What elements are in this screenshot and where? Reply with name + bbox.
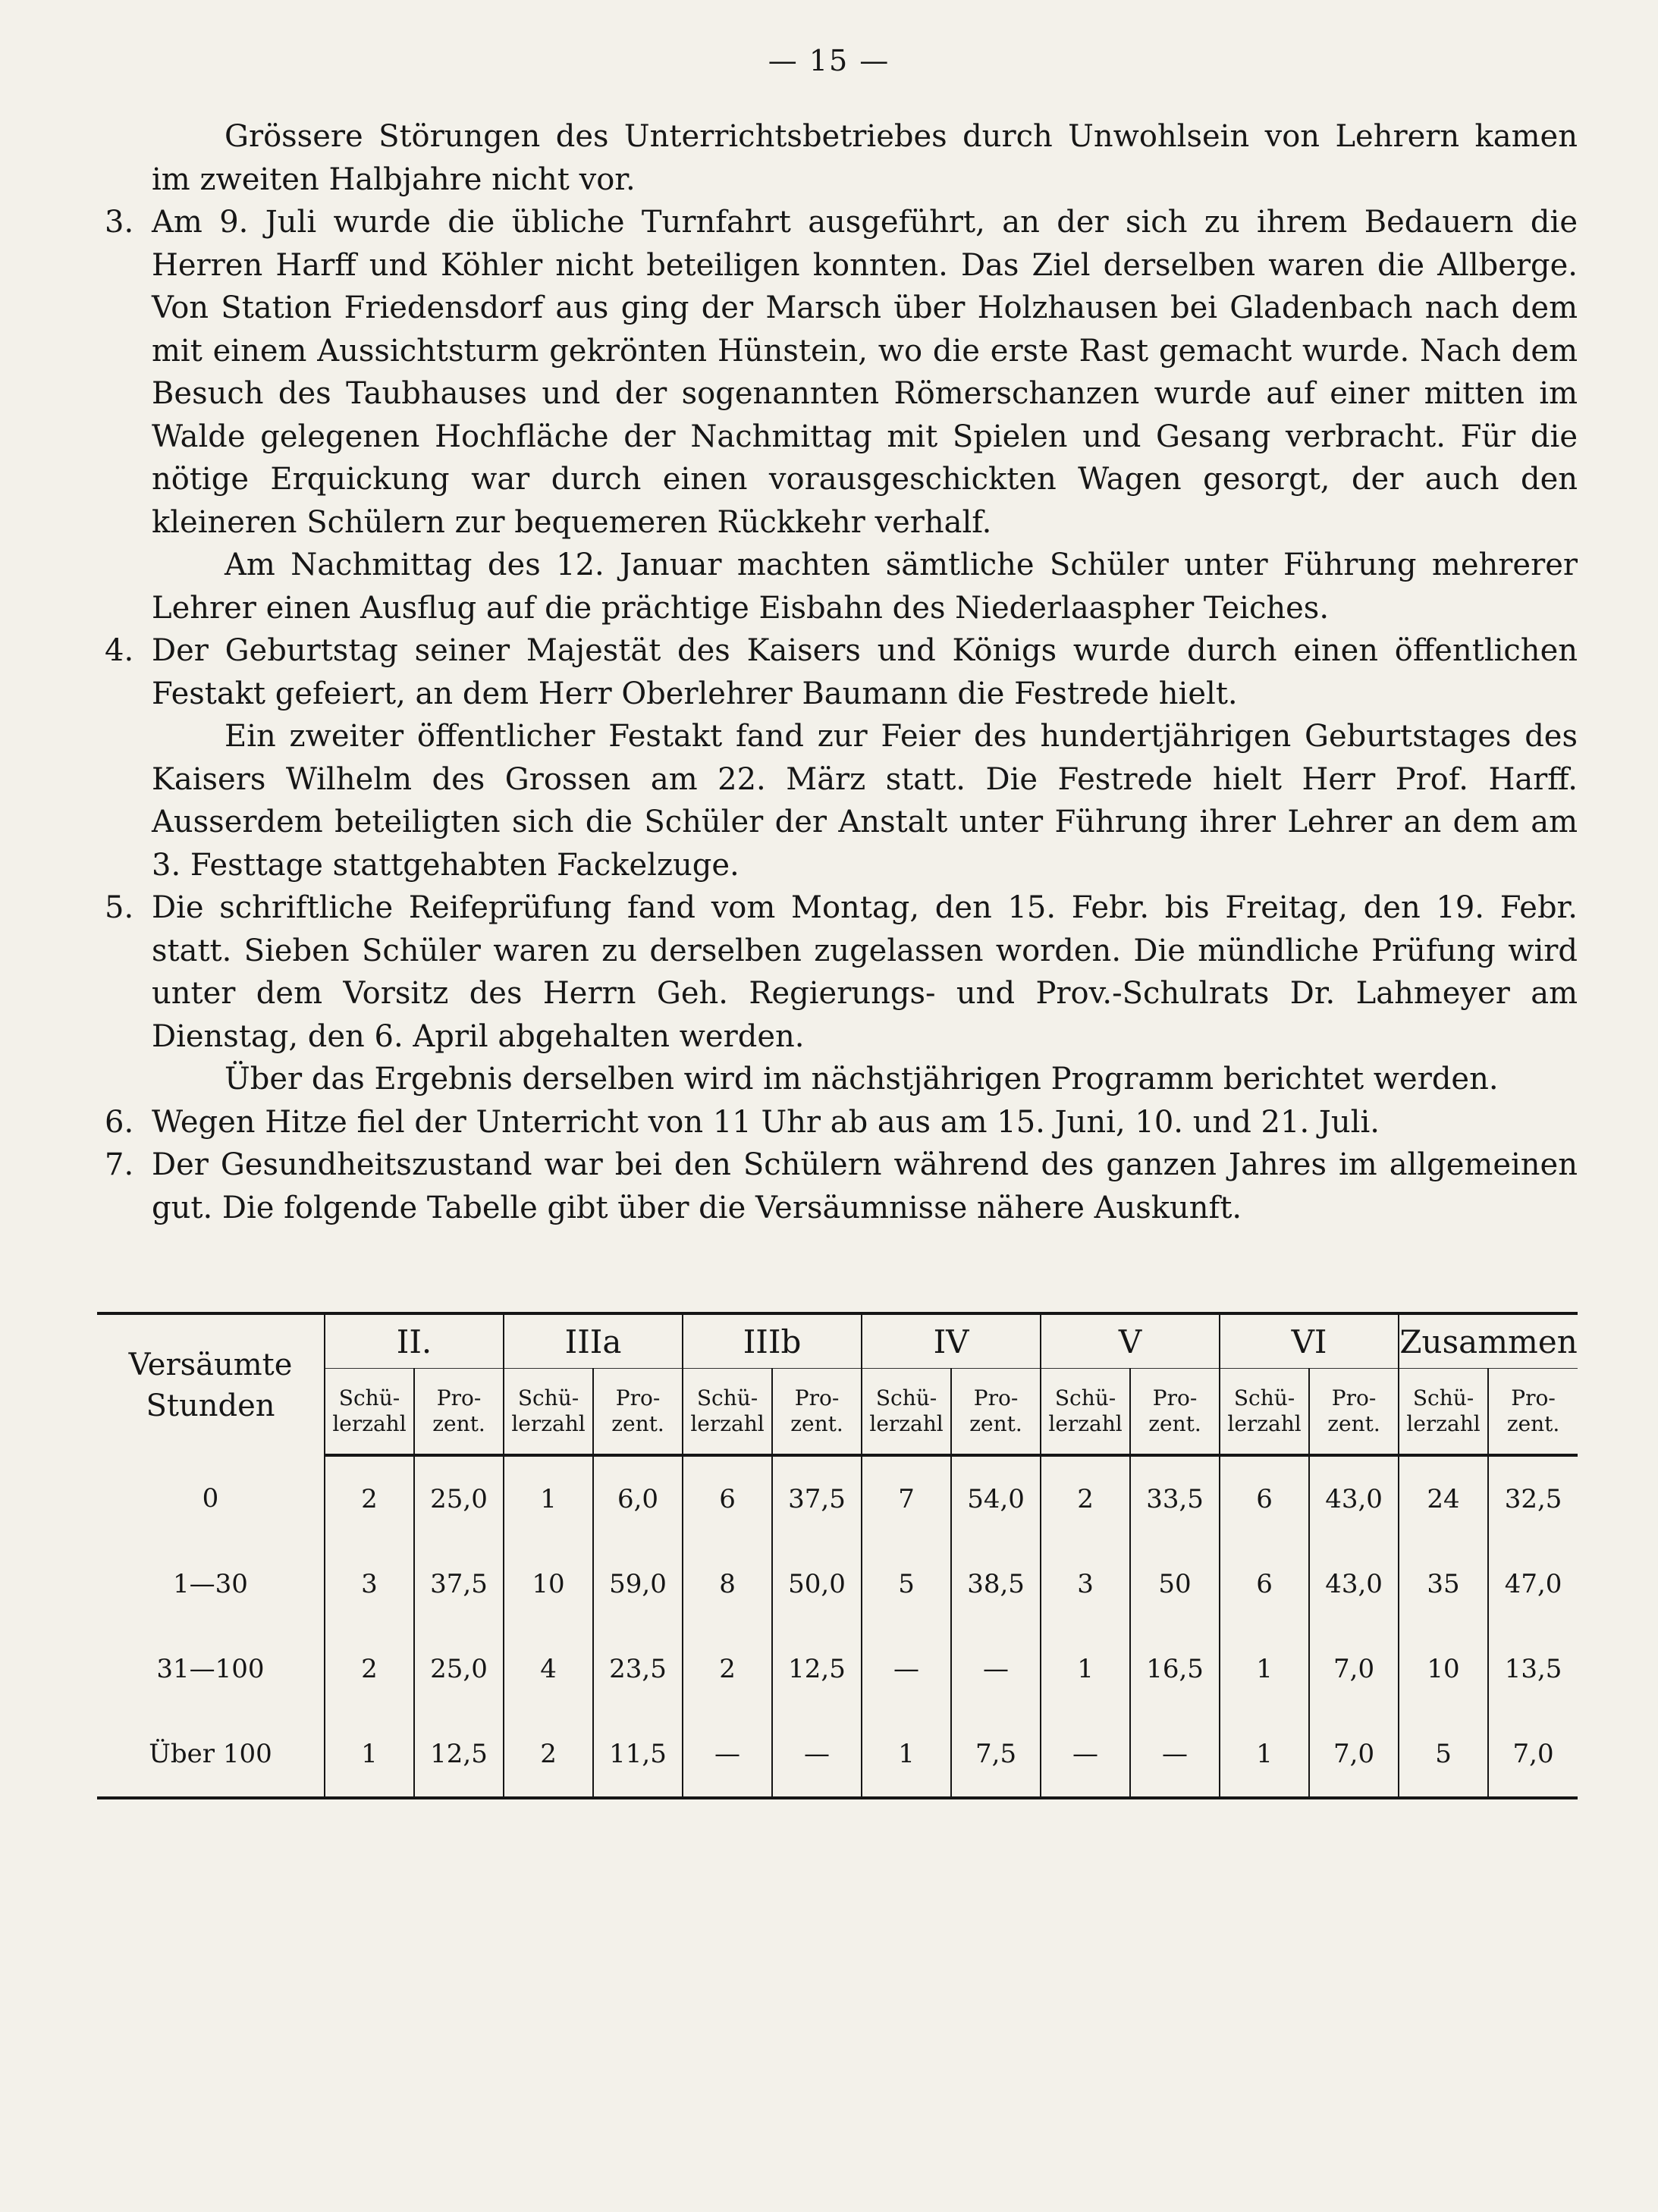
cell-prozent: 50,0 bbox=[772, 1542, 862, 1627]
cell-schuelerzahl: 8 bbox=[683, 1542, 772, 1627]
cell-prozent: — bbox=[951, 1627, 1041, 1712]
item-3-text: Am 9. Juli wurde die übliche Turnfahrt ausgeführt, an der sich zu ihrem Bedauern die Herren Harff und Köhler nicht beteiligen konnten. Das Ziel derselben waren die Allberge. Von Station Friedensdorf aus ging der Marsch über Holzhausen bei Gladenbach nach dem mit einem Aussichtsturm gekrönten Hünstein, wo die erste Rast gemacht wurde. Nach dem Besuch des Taubhauses und der sogenannten Römerschanzen wurde auf einer mitten im Walde gelegenen Hochfläche der Nachmittag mit Spielen und Gesang verbracht. Für die nötige Erquickung war durch einen vorausgeschickten Wagen gesorgt, der auch den kleineren Schülern zur bequemeren Rückkehr verhalf. bbox=[152, 205, 1578, 540]
header-class: II. bbox=[325, 1313, 504, 1369]
cell-prozent: 7,0 bbox=[1309, 1712, 1399, 1798]
cell-schuelerzahl: 3 bbox=[1041, 1542, 1130, 1627]
table-row bbox=[97, 1455, 1578, 1542]
cell-schuelerzahl: 4 bbox=[504, 1627, 593, 1712]
cell-schuelerzahl: 1 bbox=[862, 1712, 951, 1798]
item-7-number: 7. bbox=[105, 1147, 134, 1182]
absence-table bbox=[97, 1312, 1578, 1799]
item-6 bbox=[105, 1101, 1578, 1144]
item-4-text: Der Geburtstag seiner Majestät des Kaisers und Königs wurde durch einen öffentlichen Festakt gefeiert, an dem Herr Oberlehrer Baumann die Festrede hielt. bbox=[152, 633, 1578, 711]
cell-prozent: 37,5 bbox=[772, 1455, 862, 1542]
cell-prozent: 7,5 bbox=[951, 1712, 1041, 1798]
cell-schuelerzahl: — bbox=[1041, 1712, 1130, 1798]
cell-prozent: 38,5 bbox=[951, 1542, 1041, 1627]
cell-prozent: 12,5 bbox=[772, 1627, 862, 1712]
paragraph-intro: Grössere Störungen des Unterrichtsbetriebes durch Unwohlsein von Lehrern kamen im zweiten Halbjahre nicht vor. bbox=[152, 119, 1578, 197]
header-schuelerzahl: Schü-lerzahl bbox=[325, 1369, 414, 1456]
cell-prozent: 12,5 bbox=[414, 1712, 504, 1798]
header-class: Zusammen bbox=[1399, 1313, 1578, 1369]
item-3-subparagraph: Am Nachmittag des 12. Januar machten sämtliche Schüler unter Führung mehrerer Lehrer einen Ausflug auf die prächtige Eisbahn des Niederlaaspher Teiches. bbox=[152, 548, 1578, 626]
item-3 bbox=[105, 201, 1578, 629]
item-4 bbox=[105, 629, 1578, 886]
header-prozent: Pro-zent. bbox=[1488, 1369, 1578, 1456]
header-schuelerzahl: Schü-lerzahl bbox=[1041, 1369, 1130, 1456]
item-6-text: Wegen Hitze fiel der Unterricht von 11 Uhr ab aus am 15. Juni, 10. und 21. Juli. bbox=[152, 1104, 1380, 1140]
cell-schuelerzahl: 24 bbox=[1399, 1455, 1488, 1542]
cell-schuelerzahl: — bbox=[862, 1627, 951, 1712]
header-class: VI bbox=[1220, 1313, 1399, 1369]
table-row bbox=[97, 1542, 1578, 1627]
row-label: 1—30 bbox=[173, 1569, 248, 1599]
cell-prozent: 6,0 bbox=[593, 1455, 683, 1542]
cell-prozent: 50 bbox=[1130, 1542, 1220, 1627]
cell-schuelerzahl: 5 bbox=[1399, 1712, 1488, 1798]
cell-schuelerzahl: 6 bbox=[683, 1455, 772, 1542]
header-schuelerzahl: Schü-lerzahl bbox=[683, 1369, 772, 1456]
item-6-number: 6. bbox=[105, 1104, 134, 1140]
item-5-text: Die schriftliche Reifeprüfung fand vom Montag, den 15. Febr. bis Freitag, den 19. Febr. statt. Sieben Schüler waren zu derselben zugelassen worden. Die mündliche Prüfung wird unter dem Vorsitz des Herrn Geh. Regierungs- und Prov.-Schulrats Dr. Lahmeyer am Dienstag, den 6. April abgehalten werden. bbox=[152, 890, 1578, 1054]
body-text bbox=[105, 115, 1578, 1229]
cell-schuelerzahl: 7 bbox=[862, 1455, 951, 1542]
header-versaeumte-stunden: Versäumte Stunden bbox=[97, 1313, 325, 1455]
row-label: Über 100 bbox=[97, 1712, 325, 1798]
page-number: — 15 — bbox=[768, 44, 890, 77]
table-header-classes bbox=[97, 1313, 1578, 1369]
cell-prozent: 32,5 bbox=[1488, 1455, 1578, 1542]
cell-prozent: 54,0 bbox=[951, 1455, 1041, 1542]
table-body bbox=[97, 1455, 1578, 1798]
cell-prozent: 59,0 bbox=[593, 1542, 683, 1627]
table-row bbox=[97, 1712, 1578, 1798]
cell-schuelerzahl: 10 bbox=[1399, 1627, 1488, 1712]
cell-prozent: 7,0 bbox=[1488, 1712, 1578, 1798]
table-row bbox=[97, 1627, 1578, 1712]
cell-prozent: 25,0 bbox=[414, 1455, 504, 1542]
cell-prozent: 7,0 bbox=[1309, 1627, 1399, 1712]
cell-schuelerzahl: 6 bbox=[1220, 1542, 1309, 1627]
cell-schuelerzahl: 35 bbox=[1399, 1542, 1488, 1627]
cell-schuelerzahl: 1 bbox=[1220, 1712, 1309, 1798]
cell-prozent: 13,5 bbox=[1488, 1627, 1578, 1712]
item-4-subparagraph: Ein zweiter öffentlicher Festakt fand zur Feier des hundertjährigen Geburtstages des Kaisers Wilhelm des Grossen am 22. März statt. Die Festrede hielt Herr Prof. Harff. Ausserdem beteiligten sich die Schüler der Anstalt unter Führung ihrer Lehrer an dem am 3. Festtage stattgehabten Fackelzuge. bbox=[152, 719, 1578, 883]
header-prozent: Pro-zent. bbox=[414, 1369, 504, 1456]
cell-prozent: 11,5 bbox=[593, 1712, 683, 1798]
cell-schuelerzahl: 2 bbox=[325, 1455, 414, 1542]
cell-prozent: — bbox=[772, 1712, 862, 1798]
cell-schuelerzahl: 3 bbox=[325, 1542, 414, 1627]
cell-prozent: 33,5 bbox=[1130, 1455, 1220, 1542]
header-prozent: Pro-zent. bbox=[772, 1369, 862, 1456]
cell-schuelerzahl: 2 bbox=[683, 1627, 772, 1712]
item-7 bbox=[105, 1144, 1578, 1229]
header-schuelerzahl: Schü-lerzahl bbox=[504, 1369, 593, 1456]
header-schuelerzahl: Schü-lerzahl bbox=[862, 1369, 951, 1456]
cell-prozent: — bbox=[1130, 1712, 1220, 1798]
item-5 bbox=[105, 886, 1578, 1101]
header-class: V bbox=[1041, 1313, 1220, 1369]
row-label: 0 bbox=[202, 1483, 219, 1514]
cell-schuelerzahl: 6 bbox=[1220, 1455, 1309, 1542]
item-5-subparagraph: Über das Ergebnis derselben wird im nächstjährigen Programm berichtet werden. bbox=[225, 1062, 1499, 1097]
cell-prozent: 23,5 bbox=[593, 1627, 683, 1712]
cell-prozent: 25,0 bbox=[414, 1627, 504, 1712]
header-class: IIIa bbox=[504, 1313, 683, 1369]
cell-prozent: 16,5 bbox=[1130, 1627, 1220, 1712]
cell-prozent: 43,0 bbox=[1309, 1542, 1399, 1627]
cell-schuelerzahl: — bbox=[683, 1712, 772, 1798]
cell-schuelerzahl: 1 bbox=[1041, 1627, 1130, 1712]
item-4-number: 4. bbox=[105, 633, 134, 668]
header-prozent: Pro-zent. bbox=[1130, 1369, 1220, 1456]
cell-schuelerzahl: 1 bbox=[504, 1455, 593, 1542]
cell-schuelerzahl: 2 bbox=[504, 1712, 593, 1798]
header-schuelerzahl: Schü-lerzahl bbox=[1220, 1369, 1309, 1456]
cell-prozent: 37,5 bbox=[414, 1542, 504, 1627]
cell-schuelerzahl: 10 bbox=[504, 1542, 593, 1627]
item-5-number: 5. bbox=[105, 890, 134, 925]
cell-schuelerzahl: 5 bbox=[862, 1542, 951, 1627]
cell-schuelerzahl: 2 bbox=[1041, 1455, 1130, 1542]
cell-schuelerzahl: 2 bbox=[325, 1627, 414, 1712]
header-prozent: Pro-zent. bbox=[1309, 1369, 1399, 1456]
cell-schuelerzahl: 1 bbox=[325, 1712, 414, 1798]
item-7-text: Der Gesundheitszustand war bei den Schülern während des ganzen Jahres im allgemeinen gut. Die folgende Tabelle gibt über die Versäumnisse nähere Auskunft. bbox=[152, 1147, 1578, 1225]
item-3-number: 3. bbox=[105, 205, 134, 240]
header-class: IV bbox=[862, 1313, 1041, 1369]
row-label: 31—100 bbox=[156, 1654, 265, 1684]
header-schuelerzahl: Schü-lerzahl bbox=[1399, 1369, 1488, 1456]
cell-schuelerzahl: 1 bbox=[1220, 1627, 1309, 1712]
cell-prozent: 43,0 bbox=[1309, 1455, 1399, 1542]
cell-prozent: 47,0 bbox=[1488, 1542, 1578, 1627]
header-class: IIIb bbox=[683, 1313, 862, 1369]
header-prozent: Pro-zent. bbox=[951, 1369, 1041, 1456]
header-prozent: Pro-zent. bbox=[593, 1369, 683, 1456]
